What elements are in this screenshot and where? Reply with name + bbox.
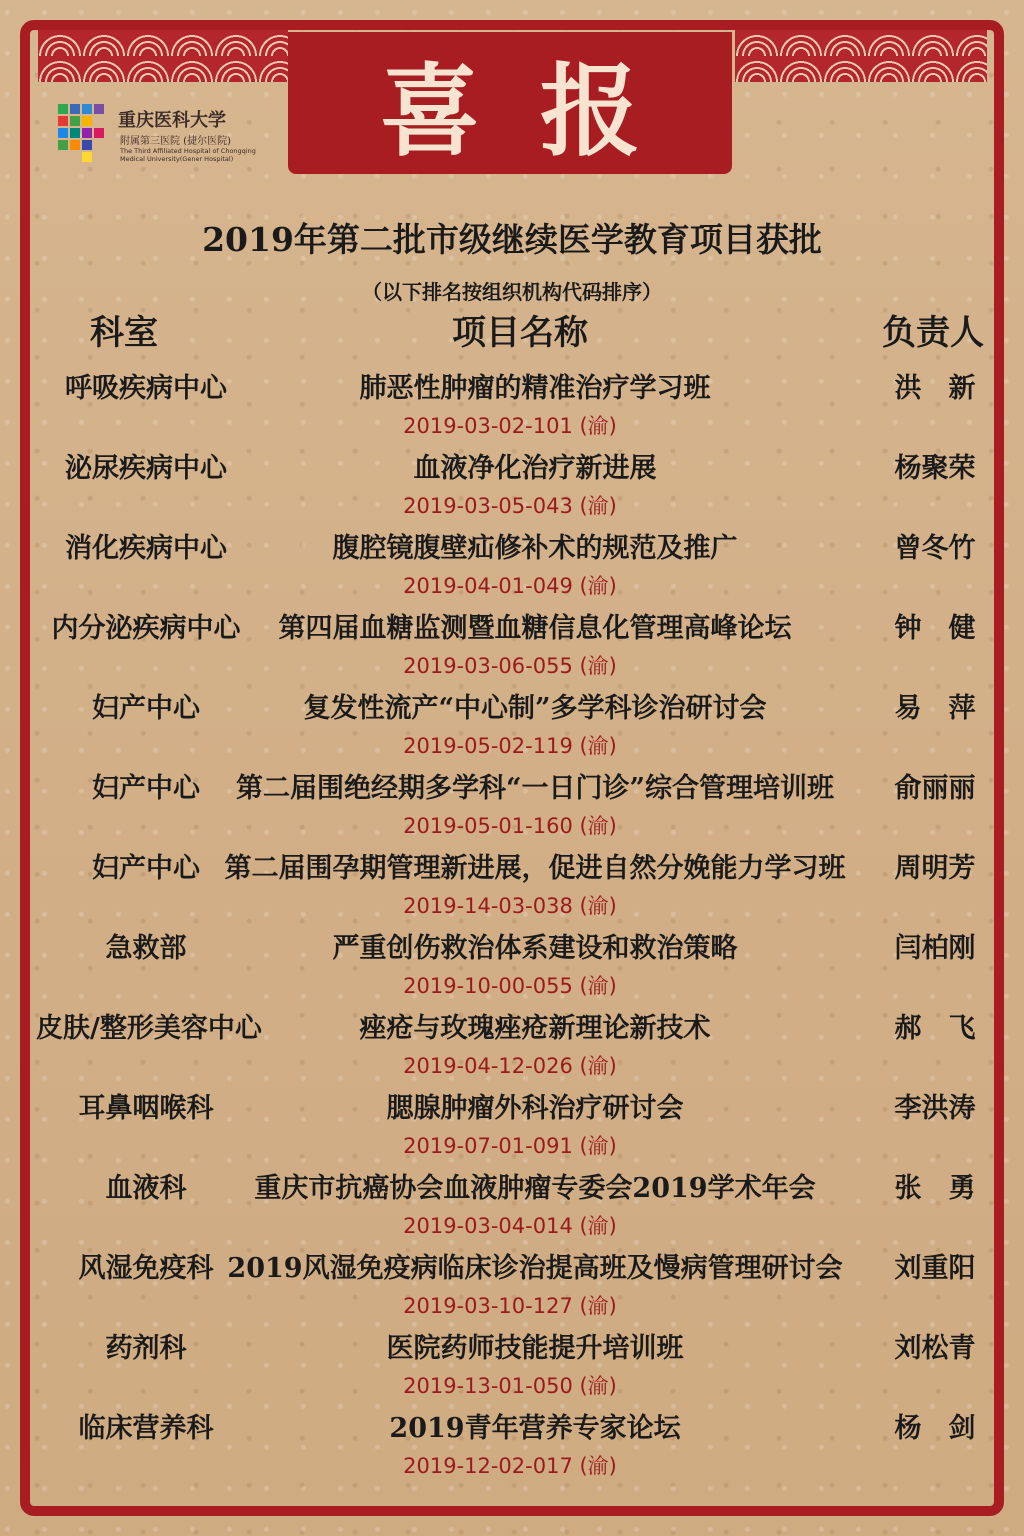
project-name: 重庆市抗癌协会血液肿瘤专委会2019学术年会: [254, 1173, 816, 1204]
wave-pattern-right: [735, 30, 987, 82]
project-code: 2019-03-05-043 (渝): [403, 494, 617, 518]
logo-name-cn: 重庆医科大学: [118, 110, 226, 131]
project-name: 腹腔镜腹壁疝修补术的规范及推广: [332, 533, 738, 564]
project-name: 第二届围孕期管理新进展，促进自然分娩能力学习班: [224, 853, 846, 884]
column-header-project: 项目名称: [452, 313, 588, 353]
dept-cell: 妇产中心: [92, 773, 200, 804]
project-code: 2019-13-01-050 (渝): [403, 1374, 617, 1398]
person-name: 郝 飞: [894, 1013, 976, 1044]
person-name: 张 勇: [894, 1173, 976, 1204]
list-item: [0, 1406, 1024, 1486]
dept-cell: 急救部: [105, 933, 187, 964]
project-name: 腮腺肿瘤外科治疗研讨会: [386, 1093, 684, 1124]
person-name: 易 萍: [894, 693, 976, 724]
dept-cell: 药剂科: [105, 1333, 187, 1364]
dept-cell: 内分泌疾病中心: [51, 613, 241, 644]
person-name: 俞丽丽: [894, 773, 976, 804]
dept-cell: 皮肤/整形美容中心: [36, 1013, 262, 1044]
project-code: 2019-03-10-127 (渝): [403, 1294, 617, 1318]
list-item: [0, 1246, 1024, 1326]
title-banner: [288, 32, 732, 174]
project-code: 2019-03-02-101 (渝): [403, 414, 617, 438]
dept-cell: 消化疾病中心: [65, 533, 227, 564]
project-code: 2019-05-02-119 (渝): [403, 734, 617, 758]
project-code: 2019-05-01-160 (渝): [403, 814, 617, 838]
announcement-heading: 2019年第二批市级继续医学教育项目获批: [202, 220, 822, 259]
list-item: [0, 1086, 1024, 1166]
dept-cell: 耳鼻咽喉科: [78, 1093, 214, 1124]
dept-cell: 血液科: [105, 1173, 187, 1204]
column-header-dept: 科室: [90, 313, 158, 353]
dept-cell: 泌尿疾病中心: [65, 453, 227, 484]
dept-cell: 呼吸疾病中心: [65, 373, 227, 404]
column-header-person: 负责人: [882, 313, 984, 353]
person-name: 周明芳: [894, 853, 976, 884]
hospital-logo: [58, 104, 278, 168]
project-name: 2019风湿免疫病临床诊治提高班及慢病管理研讨会: [227, 1253, 843, 1284]
dept-cell: 临床营养科: [78, 1413, 214, 1444]
project-name: 痤疮与玫瑰痤疮新理论新技术: [359, 1013, 711, 1044]
person-name: 洪 新: [894, 373, 976, 404]
dept-cell: 妇产中心: [92, 693, 200, 724]
list-item: [0, 686, 1024, 766]
project-code: 2019-04-01-049 (渝): [403, 574, 617, 598]
list-item: [0, 926, 1024, 1006]
project-code: 2019-03-04-014 (渝): [403, 1214, 617, 1238]
person-name: 杨 剑: [894, 1413, 976, 1444]
list-item: [0, 526, 1024, 606]
list-item: [0, 766, 1024, 846]
logo-sub-cn: 附属第三医院 (捷尔医院): [120, 136, 231, 147]
list-item: [0, 366, 1024, 446]
logo-name-en: [120, 147, 256, 163]
project-code: 2019-14-03-038 (渝): [403, 894, 617, 918]
project-name: 2019青年营养专家论坛: [389, 1413, 681, 1444]
list-item: [0, 606, 1024, 686]
person-name: 杨聚荣: [894, 453, 976, 484]
person-name: 李洪涛: [894, 1093, 976, 1124]
person-name: 刘重阳: [894, 1253, 976, 1284]
list-item: [0, 446, 1024, 526]
page-title: 喜报: [380, 53, 700, 170]
project-code: 2019-12-02-017 (渝): [403, 1454, 617, 1478]
person-name: 钟 健: [894, 613, 976, 644]
project-code: 2019-10-00-055 (渝): [403, 974, 617, 998]
project-name: 第四届血糖监测暨血糖信息化管理高峰论坛: [278, 613, 792, 644]
project-code: 2019-04-12-026 (渝): [403, 1054, 617, 1078]
project-name: 第二届围绝经期多学科“一日门诊”综合管理培训班: [235, 773, 835, 804]
project-name: 复发性流产“中心制”多学科诊治研讨会: [303, 693, 767, 724]
project-code: 2019-03-06-055 (渝): [403, 654, 617, 678]
person-name: 曾冬竹: [894, 533, 976, 564]
list-item: [0, 1006, 1024, 1086]
list-item: [0, 1166, 1024, 1246]
person-name: 刘松青: [894, 1333, 976, 1364]
person-name: 闫柏刚: [894, 933, 976, 964]
logo-name-en-line1: The Third Affiliated Hospital of Chongqing: [120, 147, 256, 155]
wave-pattern-left: [38, 30, 288, 82]
dept-cell: 风湿免疫科: [78, 1253, 214, 1284]
logo-name-en-line2: Medical University(Gener Hospital): [120, 155, 234, 163]
project-name: 医院药师技能提升培训班: [386, 1333, 684, 1364]
list-item: [0, 846, 1024, 926]
list-item: [0, 1326, 1024, 1406]
project-name: 肺恶性肿瘤的精准治疗学习班: [359, 373, 711, 404]
project-code: 2019-07-01-091 (渝): [403, 1134, 617, 1158]
project-name: 血液净化治疗新进展: [413, 453, 657, 484]
announcement-subheading: （以下排名按组织机构代码排序）: [362, 280, 662, 304]
dept-cell: 妇产中心: [92, 853, 200, 884]
project-name: 严重创伤救治体系建设和救治策略: [332, 933, 738, 964]
logo-mark-icon: [58, 104, 108, 162]
